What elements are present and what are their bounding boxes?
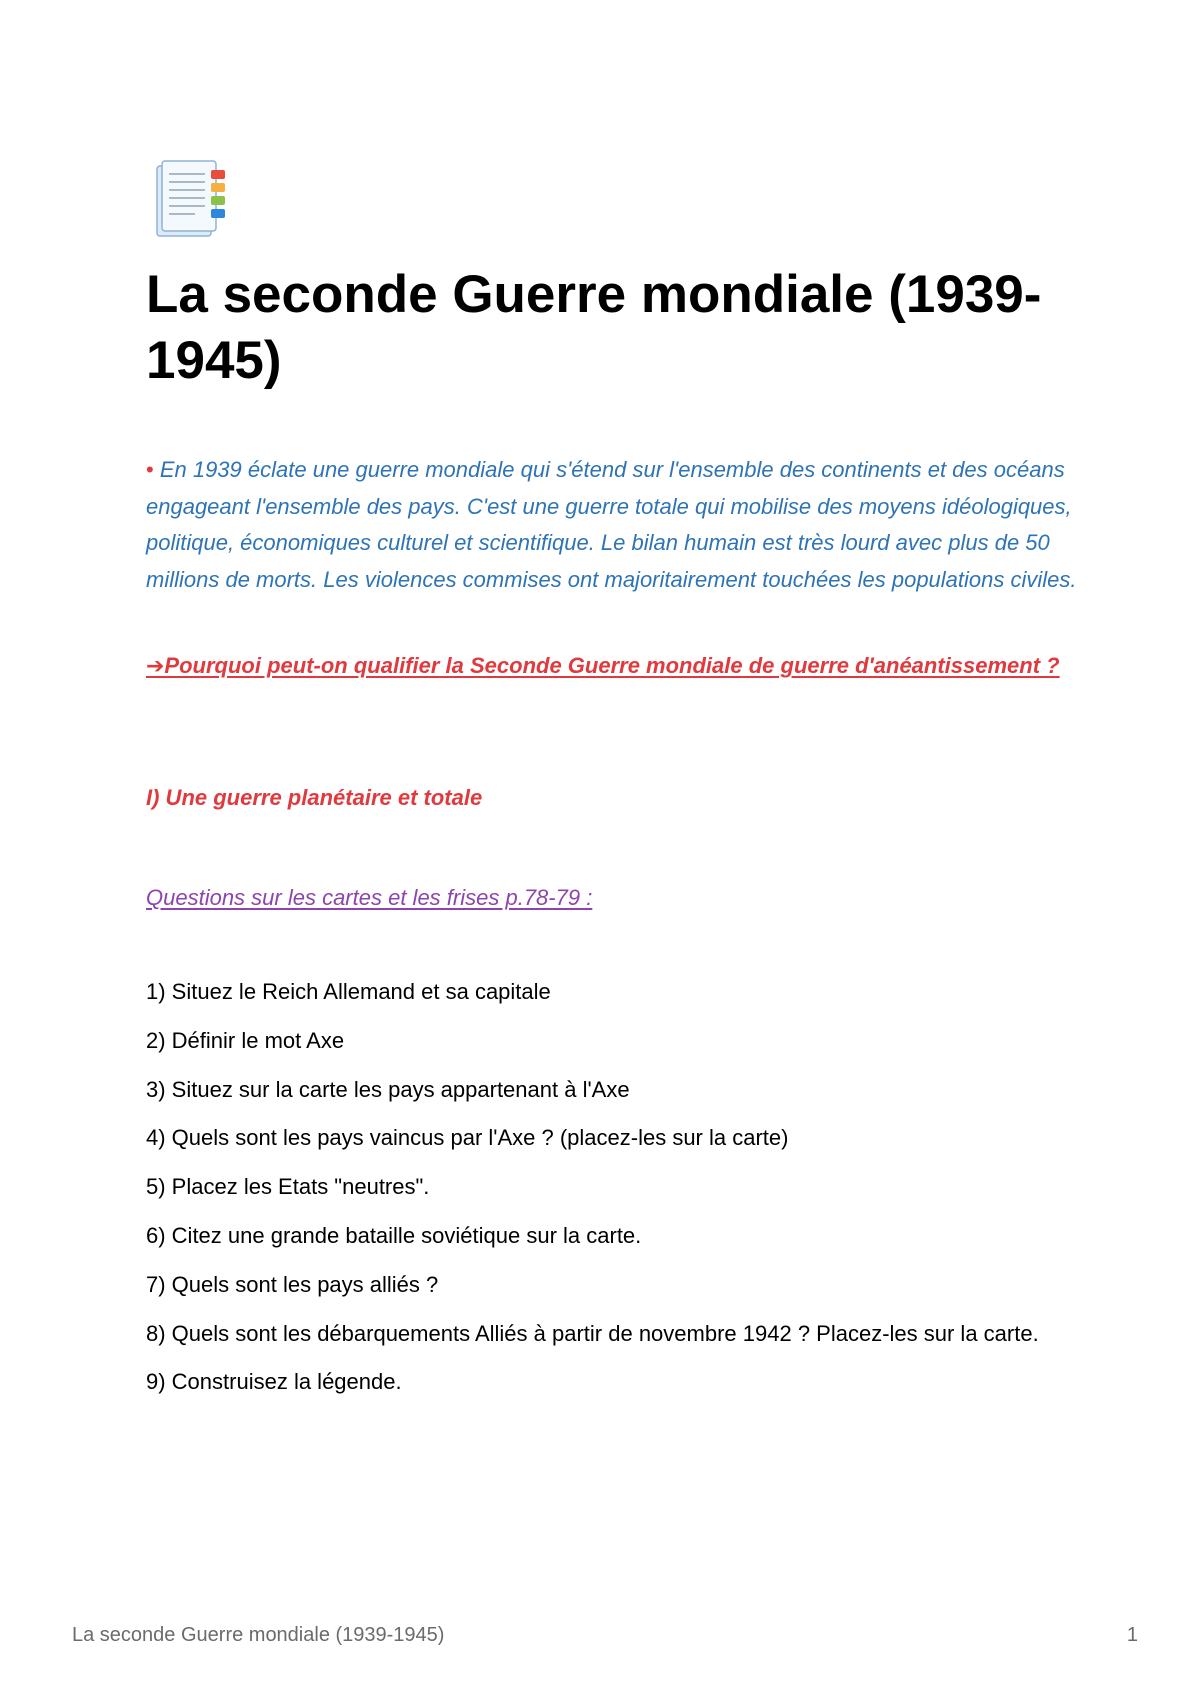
question-item: 2) Définir le mot Axe [146,1027,345,1053]
question-item: 6) Citez une grande bataille soviétique sur la carte. [146,1222,642,1248]
question-item: 8) Quels sont les débarquements Alliés à partir de novembre 1942 ? Placez-les sur la carte. [146,1320,1039,1346]
problematic-question: ➔Pourquoi peut-on qualifier la Seconde Guerre mondiale de guerre d'anéantissement ? [146,653,1060,678]
page-title: La seconde Guerre mondiale (1939-1945) [146,265,1042,390]
questions-heading: Questions sur les cartes et les frises p.78-79 : [146,885,593,910]
intro-text: En 1939 éclate une guerre mondiale qui s'étend sur l'ensemble des continents et des océans engageant l'ensemble des pays. C'est une guerre totale qui mobilise des moyens idéologiques, politique, économiques culturel et scientifique. Le bilan humain est très lourd avec plus de 50 millions de morts. Les violences commises ont majoritairement touchées les populations civiles. [146,457,1077,592]
intro-bullet: • [146,457,154,482]
footer-page-number: 1 [1126,1624,1138,1646]
question-item: 9) Construisez la légende. [146,1369,402,1395]
question-item: 5) Placez les Etats "neutres". [146,1174,430,1200]
footer-title: La seconde Guerre mondiale (1939-1945) [72,1624,445,1646]
intro-paragraph [146,452,1086,598]
section-heading: I) Une guerre planétaire et totale [146,785,483,810]
question-item: 4) Quels sont les pays vaincus par l'Axe ? (placez-les sur la carte) [146,1125,789,1151]
question-item: 7) Quels sont les pays alliés ? [146,1271,439,1297]
document-notes-icon [155,158,231,240]
question-item: 3) Situez sur la carte les pays appartenant à l'Axe [146,1076,630,1102]
question-item: 1) Situez le Reich Allemand et sa capitale [146,979,551,1004]
question-list [146,974,1086,1413]
